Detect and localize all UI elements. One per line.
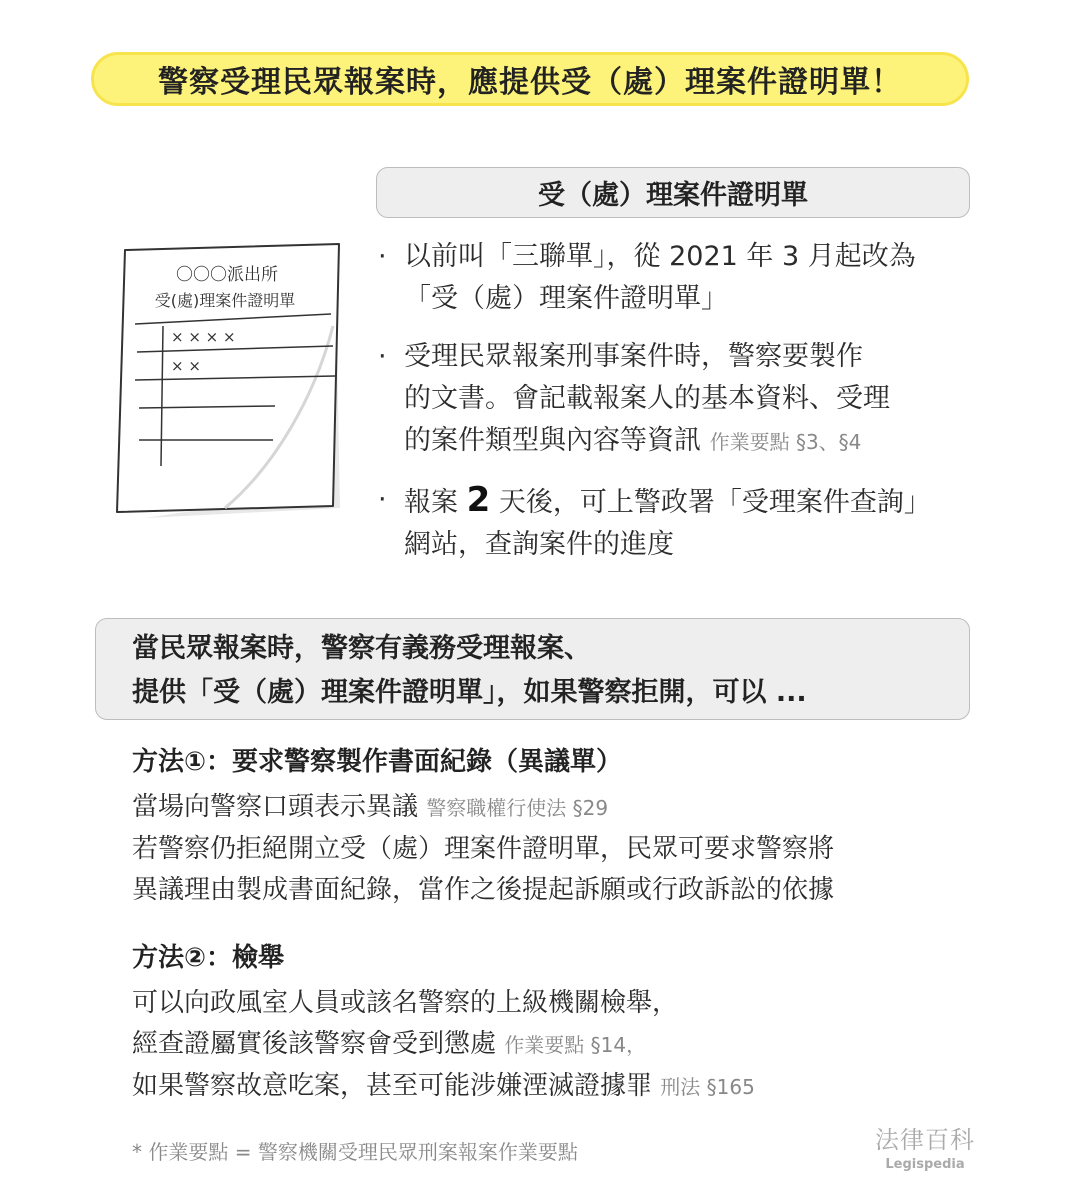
form-marks: × × × × [171, 328, 236, 346]
info-card-title-text: 受（處）理案件證明單 [538, 180, 808, 211]
bullet-line-text: 天後，可上警政署「受理案件查詢」 [490, 487, 931, 518]
days-highlight: 2 [466, 480, 491, 520]
bullet-item [378, 479, 1018, 566]
bullet-line: 以前叫「三聯單」，從 2021 年 3 月起改為 [404, 241, 916, 272]
bullet-line: 受理民眾報案刑事案件時，警察要製作 [404, 341, 863, 372]
callout-line: 當民眾報案時，警察有義務受理報案、 [132, 633, 591, 664]
method-title: 方法①：要求警察製作書面紀錄（異議單） [132, 747, 623, 777]
method-line: 異議理由製成書面紀錄，當作之後提起訴願或行政訴訟的依據 [132, 875, 835, 905]
bullet-dot: · [378, 241, 387, 272]
logo-english: Legispedia [885, 1157, 965, 1172]
method-line: 若警察仍拒絕開立受（處）理案件證明單，民眾可要求警察將 [132, 834, 835, 864]
legal-reference: 警察職權行使法 §29 [426, 796, 609, 820]
station-name: 〇〇〇派出所 [176, 265, 278, 285]
callout-line: 提供「受（處）理案件證明單」，如果警察拒開，可以 ... [132, 677, 807, 708]
method-line-text: 如果警察故意吃案，甚至可能涉嫌湮滅證據罪 [132, 1071, 653, 1101]
legal-reference: 作業要點 §3、§4 [709, 430, 862, 454]
method-line-text: 當場向警察口頭表示異議 [132, 792, 419, 822]
method-title: 方法②：檢舉 [132, 943, 285, 973]
method-2 [132, 938, 992, 1108]
form-marks: × × [171, 357, 201, 375]
bullet-dot: · [378, 341, 387, 372]
bullet-line: 的文書。會記載報案人的基本資料、受理 [404, 383, 890, 414]
legal-reference: 作業要點 §14， [504, 1033, 647, 1057]
bullet-line [404, 479, 1018, 524]
method-line [132, 1024, 992, 1066]
bullet-item [378, 336, 1018, 463]
bullet-line: 「受（處）理案件證明單」 [404, 283, 728, 314]
bullet-line-text: 的案件類型與內容等資訊 [404, 425, 701, 456]
certificate-illustration [105, 236, 345, 526]
form-title: 受(處)理案件證明單 [154, 291, 296, 310]
headline-text: 警察受理民眾報案時，應提供受（處）理案件證明單！ [158, 65, 902, 100]
bullet-item [378, 236, 1018, 320]
logo-chinese: 法律百科 [875, 1126, 975, 1154]
bullet-line-text: 報案 [404, 487, 467, 518]
footnote: * 作業要點 = 警察機關受理民眾刑案報案作業要點 [132, 1140, 578, 1164]
duty-callout [95, 618, 970, 720]
method-line [132, 1066, 992, 1108]
bullet-dot: · [378, 484, 387, 515]
bullet-line: 網站，查詢案件的進度 [404, 529, 674, 560]
method-line [132, 787, 992, 829]
legal-reference: 刑法 §165 [660, 1075, 755, 1099]
bullet-line [404, 420, 1018, 463]
legispedia-logo [870, 1120, 980, 1172]
info-card-title [376, 167, 970, 218]
headline-banner [91, 52, 969, 106]
method-line-text: 經查證屬實後該警察會受到懲處 [132, 1029, 497, 1059]
method-1 [132, 742, 992, 911]
method-line: 可以向政風室人員或該名警察的上級機關檢舉， [132, 988, 679, 1018]
info-bullets [378, 236, 1018, 582]
